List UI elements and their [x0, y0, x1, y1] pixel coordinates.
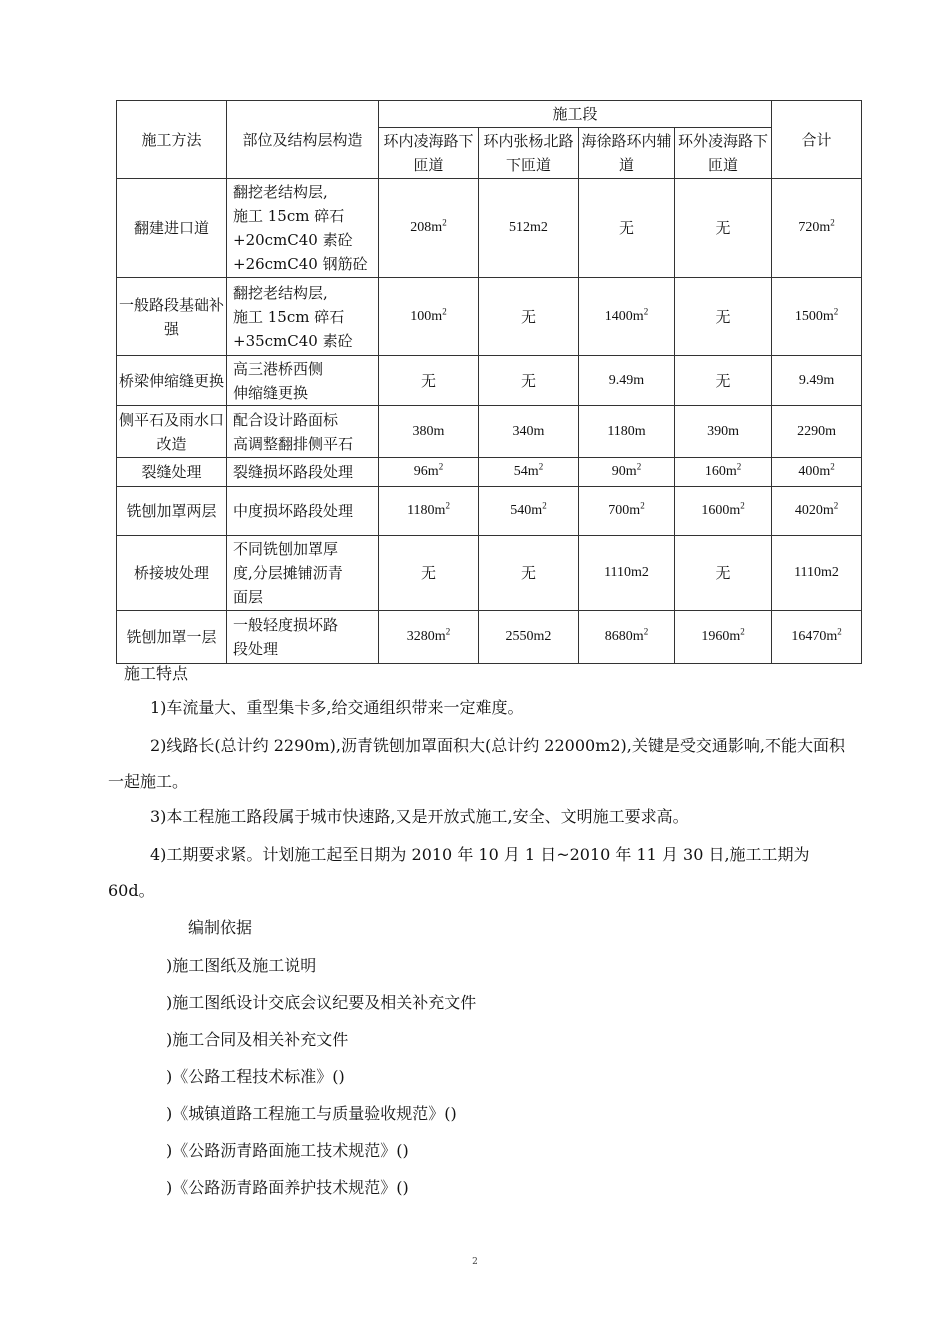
- structure-line: 一般轻度损坏路: [233, 616, 339, 634]
- feature-item: 2)线路长(总计约 2290m),沥青铣刨加罩面积大(总计约 22000m2),关键是受交通影响,不能大面积一起施工。: [108, 736, 845, 791]
- unit-superscript: 2: [538, 461, 544, 472]
- header-structure: 部位及结构层构造: [227, 101, 379, 179]
- quantity-cell: $90m^2$: [579, 458, 675, 487]
- quantity-cell: $208m^2$: [379, 179, 479, 278]
- feature-item: 3)本工程施工路段属于城市快速路,又是开放式施工,安全、文明施工要求高。: [150, 807, 689, 826]
- total-cell: $4020m^2$: [772, 487, 862, 536]
- method-cell: 铣刨加罩两层: [117, 487, 227, 536]
- basis-item: )《城镇道路工程施工与质量验收规范》(): [166, 1104, 457, 1123]
- structure-cell: [227, 611, 379, 664]
- quantity-cell: $1400m^2$: [579, 278, 675, 356]
- structure-line: +26cmC40 钢筋砼: [233, 255, 368, 273]
- structure-line: 翻挖老结构层,: [233, 283, 328, 302]
- construction-quantity-table: [116, 100, 862, 664]
- quantity-cell: $700m^2$: [579, 487, 675, 536]
- table-row: [117, 179, 862, 278]
- basis-item: )《公路工程技术标准》(): [166, 1067, 345, 1086]
- quantity-cell: 无: [379, 536, 479, 611]
- table-row: [117, 278, 862, 356]
- structure-line: +35cmC40 素砼: [233, 331, 353, 350]
- header-segment-1: 环内凌海路下匝道: [379, 128, 479, 179]
- features-heading: 施工特点: [124, 664, 189, 683]
- method-cell: 桥梁伸缩缝更换: [117, 356, 227, 406]
- basis-item: )施工合同及相关补充文件: [166, 1030, 349, 1049]
- unit-superscript: 2: [643, 305, 649, 316]
- unit-superscript: 2: [830, 461, 835, 472]
- structure-cell: [227, 536, 379, 611]
- table-row: [117, 356, 862, 406]
- quantity-cell: $100m^2$: [379, 278, 479, 356]
- table-row: [117, 536, 862, 611]
- basis-item: )《公路沥青路面施工技术规范》(): [166, 1141, 409, 1160]
- quantity-cell: $160m^2$: [675, 458, 772, 487]
- header-segment-4: 环外凌海路下匝道: [675, 128, 772, 179]
- quantity-cell: 9.49m: [579, 356, 675, 406]
- method-cell: 桥接坡处理: [117, 536, 227, 611]
- quantity-cell: 512m2: [479, 179, 579, 278]
- quantity-cell: $1960m^2$: [675, 611, 772, 664]
- total-cell: 2290m: [772, 406, 862, 458]
- unit-superscript: 2: [442, 217, 447, 228]
- quantity-cell: 无: [675, 278, 772, 356]
- structure-cell: [227, 179, 379, 278]
- structure-line: 面层: [233, 588, 264, 606]
- quantity-cell: 390m: [675, 406, 772, 458]
- structure-cell: [227, 278, 379, 356]
- method-cell: 一般路段基础补强: [117, 278, 227, 356]
- quantity-cell: $540m^2$: [479, 487, 579, 536]
- unit-superscript: 2: [445, 500, 450, 511]
- unit-superscript: 2: [438, 461, 444, 472]
- method-cell: 铣刨加罩一层: [117, 611, 227, 664]
- quantity-cell: $96m^2$: [379, 458, 479, 487]
- table-row: [117, 487, 862, 536]
- basis-item: )施工图纸及施工说明: [166, 956, 317, 975]
- unit-superscript: 2: [740, 626, 745, 637]
- structure-line: 不同铣刨加罩厚: [233, 540, 339, 558]
- quantity-cell: 1110m2: [579, 536, 675, 611]
- table-header-row: [117, 101, 862, 128]
- structure-cell: [227, 458, 379, 487]
- structure-cell: [227, 356, 379, 406]
- feature-item: 1)车流量大、重型集卡多,给交通组织带来一定难度。: [150, 698, 524, 717]
- quantity-cell: 无: [675, 356, 772, 406]
- basis-item: )《公路沥青路面养护技术规范》(): [166, 1178, 409, 1197]
- page-number: 2: [472, 1257, 478, 1267]
- unit-superscript: 2: [542, 500, 547, 511]
- method-cell: 侧平石及雨水口改造: [117, 406, 227, 458]
- structure-line: 段处理: [233, 640, 279, 658]
- quantity-cell: 380m: [379, 406, 479, 458]
- structure-cell: [227, 406, 379, 458]
- quantity-cell: $1180m^2$: [379, 487, 479, 536]
- unit-superscript: 2: [833, 500, 839, 511]
- unit-superscript: 2: [643, 626, 649, 637]
- feature-item: 4)工期要求紧。计划施工起至日期为 2010 年 10 月 1 日~2010 年 11 月 30 日,施工工期为 60d。: [108, 845, 810, 900]
- quantity-cell: 340m: [479, 406, 579, 458]
- unit-superscript: 2: [736, 461, 742, 472]
- header-total: 合计: [772, 101, 862, 179]
- unit-superscript: 2: [640, 500, 645, 511]
- structure-line: 施工 15cm 碎石: [233, 307, 345, 326]
- header-method: 施工方法: [117, 101, 227, 179]
- basis-heading: 编制依据: [188, 918, 253, 937]
- method-cell: 裂缝处理: [117, 458, 227, 487]
- quantity-cell: 无: [379, 356, 479, 406]
- table-row: [117, 458, 862, 487]
- total-cell: 9.49m: [772, 356, 862, 406]
- quantity-cell: 无: [579, 179, 675, 278]
- quantity-cell: $54m^2$: [479, 458, 579, 487]
- quantity-cell: 1180m: [579, 406, 675, 458]
- structure-line: 翻挖老结构层,: [233, 183, 328, 201]
- total-cell: $400m^2$: [772, 458, 862, 487]
- unit-superscript: 2: [830, 217, 835, 228]
- quantity-cell: 无: [675, 179, 772, 278]
- structure-cell: [227, 487, 379, 536]
- quantity-cell: 无: [479, 356, 579, 406]
- quantity-cell: 无: [479, 536, 579, 611]
- quantity-cell: 2550m2: [479, 611, 579, 664]
- quantity-cell: $3280m^2$: [379, 611, 479, 664]
- structure-line: 裂缝损坏路段处理: [233, 463, 354, 481]
- header-segment-2: 环内张杨北路下匝道: [479, 128, 579, 179]
- total-cell: 1110m2: [772, 536, 862, 611]
- quantity-cell: 无: [675, 536, 772, 611]
- structure-line: 伸缩缝更换: [233, 383, 309, 402]
- table-row: [117, 406, 862, 458]
- unit-superscript: 2: [445, 626, 451, 637]
- structure-line: 中度损坏路段处理: [233, 502, 354, 520]
- quantity-cell: $1600m^2$: [675, 487, 772, 536]
- structure-line: 配合设计路面标: [233, 410, 339, 429]
- structure-line: 高调整翻排侧平石: [233, 434, 354, 453]
- unit-superscript: 2: [833, 305, 839, 316]
- header-segment-group: 施工段: [379, 101, 772, 128]
- structure-line: 度,分层摊铺沥青: [233, 564, 343, 582]
- unit-superscript: 2: [636, 461, 642, 472]
- header-segment-3: 海徐路环内辅道: [579, 128, 675, 179]
- structure-line: 施工 15cm 碎石: [233, 207, 345, 225]
- quantity-cell: 无: [479, 278, 579, 356]
- total-cell: $16470m^2$: [772, 611, 862, 664]
- quantity-cell: $8680m^2$: [579, 611, 675, 664]
- unit-superscript: 2: [837, 626, 842, 637]
- table-row: [117, 611, 862, 664]
- method-cell: 翻建进口道: [117, 179, 227, 278]
- total-cell: $1500m^2$: [772, 278, 862, 356]
- total-cell: $720m^2$: [772, 179, 862, 278]
- unit-superscript: 2: [442, 305, 447, 316]
- basis-item: )施工图纸设计交底会议纪要及相关补充文件: [166, 993, 477, 1012]
- structure-line: +20cmC40 素砼: [233, 231, 353, 249]
- structure-line: 高三港桥西侧: [233, 359, 324, 378]
- unit-superscript: 2: [740, 500, 745, 511]
